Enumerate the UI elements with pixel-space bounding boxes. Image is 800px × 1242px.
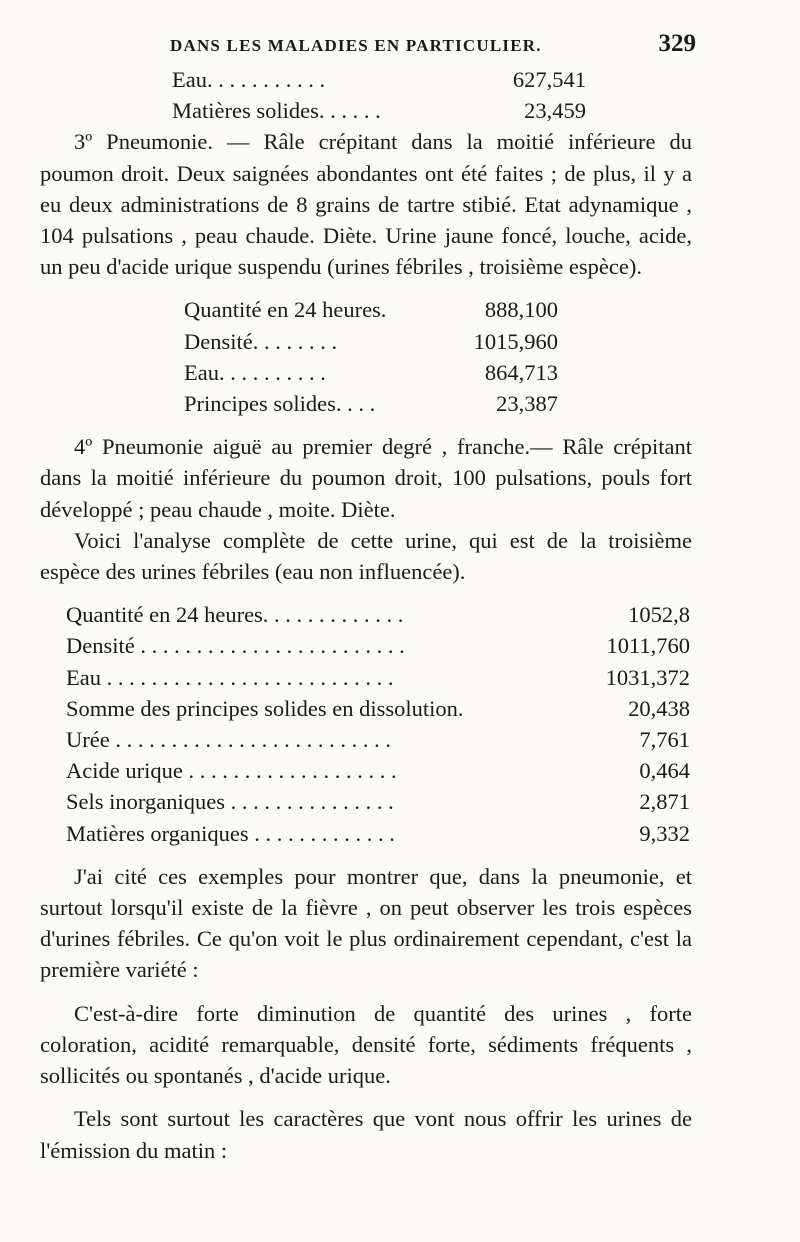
- row-value: 20,438: [628, 695, 690, 721]
- row-label: Eau . . . . . . . . . . . . . . . . . . . . . . . . . .: [66, 664, 394, 690]
- table-row: [66, 755, 690, 786]
- paragraph-conclusion: J'ai cité ces exemples pour montrer que, dans la pneumonie, et surtout lorsqu'il existe de la fièvre , on peut observer les trois espèces d'urines fébriles. Ce qu'on voit le plus ordinairement cependant, c'est la première variété :: [40, 863, 692, 983]
- row-value: 9,332: [639, 820, 690, 846]
- paragraph-pneumonie-4: 4º Pneumonie aiguë au premier degré , franche.— Râle crépitant dans la moitié inférieure du poumon droit, 100 pulsations, pouls fort développé ; peau chaude , moite. Diète.: [40, 434, 692, 522]
- row-label: Eau. . . . . . . . . .: [184, 359, 326, 385]
- row-label: Quantité en 24 heures. . . . . . . . . . . . .: [66, 602, 404, 628]
- paragraph-emission-matin: Tels sont surtout les caractères que vont nous offrir les urines de l'émission du matin :: [40, 1106, 692, 1163]
- row-value: 1015,960: [473, 328, 558, 354]
- paragraph-analyse-intro: Voici l'analyse complète de cette urine, qui est de la troisième espèce des urines fébriles (eau non influencée).: [40, 527, 692, 585]
- table-row: [172, 95, 586, 126]
- row-value: 888,100: [484, 297, 558, 323]
- row-value: 2,871: [639, 789, 690, 815]
- table-row: [66, 630, 690, 661]
- row-label: Acide urique . . . . . . . . . . . . . . . . . . .: [66, 758, 397, 784]
- row-value: 1011,760: [606, 633, 690, 659]
- row-value: 1052,8: [628, 602, 690, 628]
- row-label: Somme des principes solides en dissolution.: [66, 695, 464, 721]
- row-label: Matières organiques . . . . . . . . . . . . .: [66, 820, 395, 846]
- table-row: [184, 388, 558, 419]
- page-number: 329: [658, 30, 696, 57]
- table-row: [184, 357, 558, 388]
- page-body: [40, 64, 692, 1166]
- running-title: DANS LES MALADIES EN PARTICULIER.: [170, 36, 542, 55]
- paragraph-definition: C'est-à-dire forte diminution de quantité des urines , forte coloration, acidité remarquable, densité forte, sédiments fréquents , sollicités ou spontanés , d'acide urique.: [40, 1000, 692, 1089]
- table-top: [172, 64, 586, 126]
- paragraph-pneumonie-3: 3º Pneumonie. — Râle crépitant dans la moitié inférieure du poumon droit. Deux saignées abondantes ont été faites ; de plus, il y a eu deux administrations de 8 grains de tartre stibié. Etat adynamique , 104 pulsations , peau chaude. Diète. Urine jaune foncé, louche, acide, un peu d'acide urique suspendu (urines fébriles , troisième espèce).: [40, 129, 692, 280]
- row-label: Principes solides. . . .: [184, 391, 376, 417]
- row-value: 23,459: [524, 98, 586, 124]
- row-label: Quantité en 24 heures.: [184, 297, 387, 323]
- row-value: 7,761: [639, 727, 690, 753]
- table-row: [66, 818, 690, 849]
- table-row: [66, 724, 690, 755]
- row-value: 864,713: [484, 359, 558, 385]
- table-pneumonie-3: [184, 294, 558, 419]
- row-label: Sels inorganiques . . . . . . . . . . . . . . .: [66, 789, 394, 815]
- table-row: [66, 599, 690, 630]
- row-value: 0,464: [639, 758, 690, 784]
- table-row: [184, 294, 558, 325]
- row-label: Densité. . . . . . . .: [184, 328, 338, 354]
- row-label: Matières solides. . . . . .: [172, 98, 381, 124]
- row-value: 1031,372: [605, 664, 690, 690]
- table-row: [172, 64, 586, 95]
- row-value: 23,387: [496, 391, 558, 417]
- row-value: 627,541: [512, 67, 586, 92]
- table-row: [66, 786, 690, 817]
- row-label: Eau. . . . . . . . . . .: [172, 67, 326, 92]
- table-row: [184, 326, 558, 357]
- table-row: [66, 662, 690, 693]
- page-header: [38, 30, 696, 64]
- row-label: Urée . . . . . . . . . . . . . . . . . . . . . . . . .: [66, 727, 391, 753]
- table-row: [66, 693, 690, 724]
- table-analyse: [66, 599, 690, 849]
- row-label: Densité . . . . . . . . . . . . . . . . . . . . . . . .: [66, 633, 405, 659]
